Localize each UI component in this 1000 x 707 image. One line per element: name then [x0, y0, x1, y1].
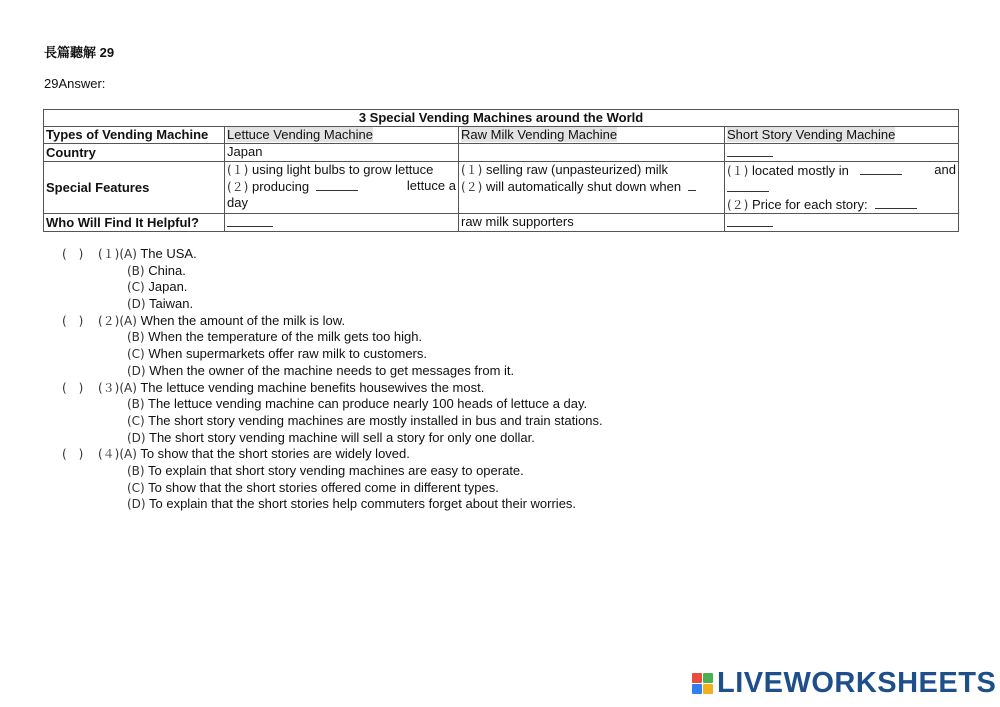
question-2-option-a: ( ) (２)(A) When the amount of the milk is low.	[62, 312, 346, 328]
table-row-types	[44, 127, 959, 144]
machine-name-short-story: Short Story Vending Machine	[727, 127, 896, 142]
table-row-features	[44, 162, 959, 214]
cell-helpful-lettuce[interactable]	[225, 214, 459, 232]
table-caption: 3 Special Vending Machines around the World	[44, 110, 959, 127]
liveworksheets-logo[interactable]	[692, 668, 996, 698]
feature-lettuce-1: (１) using light bulbs to grow lettuce	[227, 162, 434, 177]
question-4-option-c: (C) To show that the short stories offered come in different types.	[127, 479, 499, 495]
logo-square-green	[703, 673, 713, 683]
cell-helpful-raw-milk: raw milk supporters	[459, 214, 725, 232]
question-4-option-b: (B) To explain that short story vending machines are easy to operate.	[127, 462, 524, 478]
question-4-option-a: ( ) (４)(A) To show that the short stories are widely loved.	[62, 446, 410, 462]
row-label-features: Special Features	[44, 162, 225, 214]
row-label-helpful: Who Will Find It Helpful?	[44, 214, 225, 232]
answer-box-4[interactable]: ( )	[62, 447, 84, 462]
feature-story-1: (１) located mostly in and	[727, 162, 956, 178]
feature-story-2: (２) Price for each story:	[727, 196, 956, 213]
question-1-option-d: (D) Taiwan.	[127, 296, 194, 312]
table-row-helpful	[44, 214, 959, 232]
feature-lettuce-2: (２) producing lettuce a	[227, 178, 456, 194]
cell-country-raw-milk	[459, 144, 725, 162]
cell-features-short-story	[725, 162, 959, 214]
cell-lettuce-machine	[225, 127, 459, 144]
blank-story-price[interactable]	[875, 196, 917, 209]
blank-helpful-short-story[interactable]	[727, 214, 773, 227]
blank-helpful-lettuce[interactable]	[227, 214, 273, 227]
machine-name-raw-milk: Raw Milk Vending Machine	[461, 127, 618, 142]
question-3-option-b: (B) The lettuce vending machine can produce nearly 100 heads of lettuce a day.	[127, 396, 588, 412]
answer-box-2[interactable]: ( )	[62, 313, 84, 328]
feature-milk-1: (１) selling raw (unpasteurized) milk	[461, 162, 669, 177]
blank-milk-shutdown[interactable]	[688, 178, 696, 191]
question-4-option-d: (D) To explain that the short stories help commuters forget about their worries.	[127, 496, 577, 512]
cell-short-story-machine	[725, 127, 959, 144]
question-1-option-c: (C) Japan.	[127, 279, 188, 295]
answer-box-3[interactable]: ( )	[62, 380, 84, 395]
question-3-option-d: (D) The short story vending machine will sell a story for only one dollar.	[127, 429, 535, 445]
cell-features-lettuce	[225, 162, 459, 214]
question-3-option-c: (C) The short story vending machines are mostly installed in bus and train stations.	[127, 412, 603, 428]
row-label-types: Types of Vending Machine	[44, 127, 225, 144]
cell-country-lettuce: Japan	[225, 144, 459, 162]
logo-square-red	[692, 673, 702, 683]
feature-lettuce-2-cont: day	[227, 195, 248, 210]
table-caption-row	[44, 110, 959, 127]
question-2-option-c: (C) When supermarkets offer raw milk to customers.	[127, 346, 427, 362]
question-1-option-a: ( ) (１)(A) The USA.	[62, 246, 197, 261]
blank-country-short-story[interactable]	[727, 144, 773, 157]
blank-story-location-2[interactable]	[727, 179, 769, 192]
question-2-option-d: (D) When the owner of the machine needs to get messages from it.	[127, 362, 515, 378]
logo-wordmark: LIVEWORKSHEETS	[717, 667, 997, 699]
logo-square-yellow	[703, 684, 713, 694]
question-list	[62, 246, 603, 513]
table-row-country	[44, 144, 959, 162]
question-1-option-b: (B) China.	[127, 262, 186, 278]
cell-features-raw-milk	[459, 162, 725, 214]
feature-story-1-cont	[727, 179, 956, 196]
liveworksheets-logo-icon	[692, 673, 713, 694]
machine-name-lettuce: Lettuce Vending Machine	[227, 127, 373, 142]
logo-square-blue	[692, 684, 702, 694]
question-2-option-b: (B) When the temperature of the milk gets too high.	[127, 329, 423, 345]
cell-country-short-story[interactable]	[725, 144, 959, 162]
cell-helpful-short-story[interactable]	[725, 214, 959, 232]
answer-label: 29Answer:	[44, 76, 106, 91]
row-label-country: Country	[44, 144, 225, 162]
blank-lettuce-amount[interactable]	[316, 178, 358, 191]
blank-story-location-1[interactable]	[860, 162, 902, 175]
cell-raw-milk-machine	[459, 127, 725, 144]
vending-machine-table	[43, 109, 959, 232]
worksheet-title: 長篇聽解 29	[44, 45, 115, 60]
answer-box-1[interactable]: ( )	[62, 247, 84, 261]
feature-milk-2: (２) will automatically shut down when	[461, 178, 722, 195]
question-3-option-a: ( ) (３)(A) The lettuce vending machine benefits housewives the most.	[62, 379, 485, 395]
